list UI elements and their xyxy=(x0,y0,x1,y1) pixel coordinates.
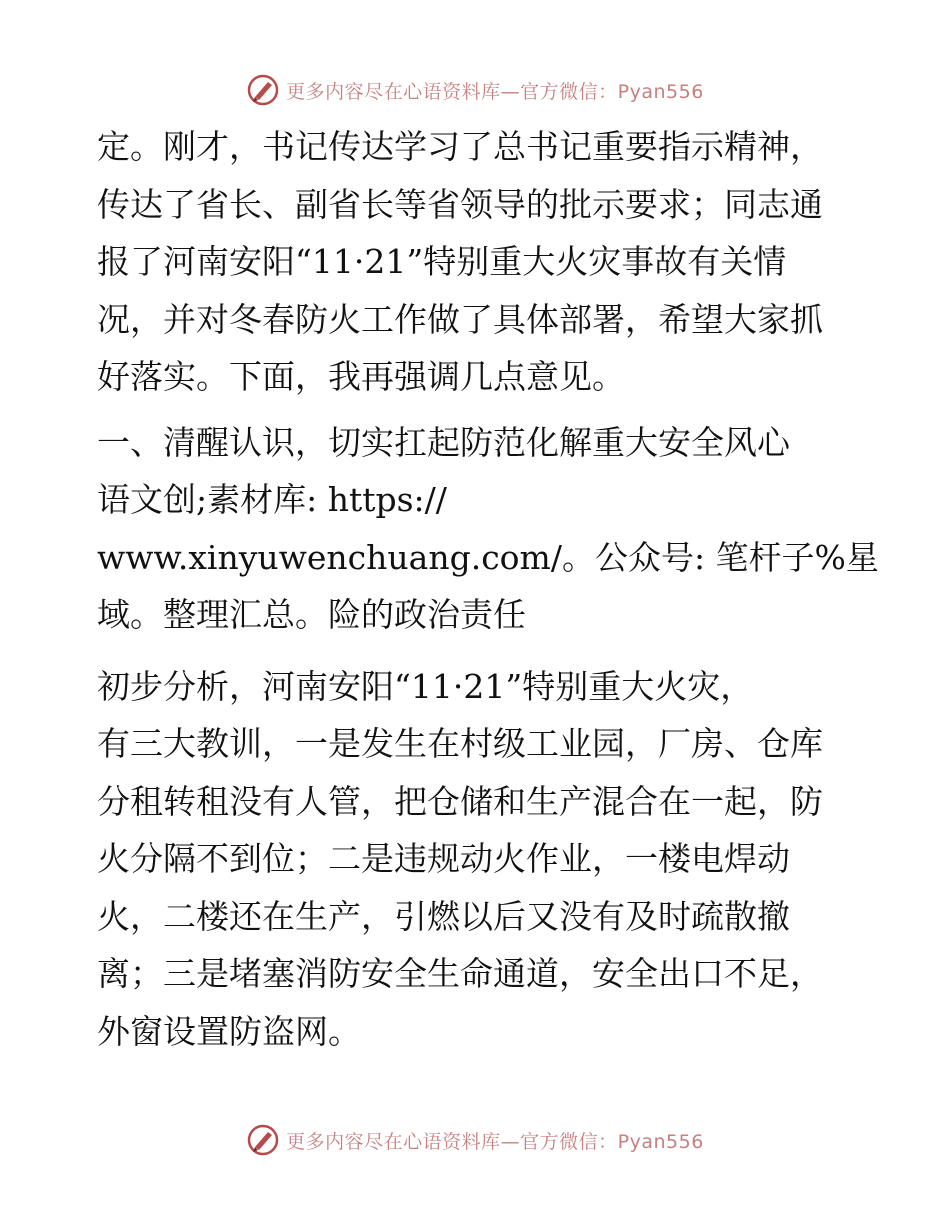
text-line: 有三大教训，一是发生在村级工业园，厂房、仓库 xyxy=(97,724,823,763)
text-line: 传达了省长、副省长等省领导的批示要求；同志通 xyxy=(97,184,823,224)
watermark-text: 更多内容尽在心语资料库—官方微信：Pyan556 xyxy=(286,1130,704,1153)
text-line: 分租转租没有人管，把仓储和生产混合在一起，防 xyxy=(97,781,823,821)
header-watermark xyxy=(0,70,950,110)
paragraph-intro xyxy=(97,118,857,406)
brush-logo-icon xyxy=(246,73,280,107)
text-line: 火分隔不到位；二是违规动火作业，一楼电焊动 xyxy=(97,839,790,878)
text-line: 好落实。下面，我再强调几点意见。 xyxy=(97,357,625,396)
text-line: 火，二楼还在生产，引燃以后又没有及时疏散撤 xyxy=(97,896,790,936)
text-line: 域。整理汇总。险的政治责任 xyxy=(97,595,526,634)
footer-watermark xyxy=(0,1120,950,1160)
text-line: www.xinyuwenchuang.com/。公众号: 笔杆子%星 xyxy=(97,537,879,577)
paragraph-analysis xyxy=(97,658,857,1061)
text-line: 况，并对冬春防火工作做了具体部署，希望大家抓 xyxy=(97,299,823,339)
text-line: 初步分析，河南安阳“11·21”特别重大火灾， xyxy=(97,666,754,706)
text-line: 一、清醒认识，切实扛起防范化解重大安全风心 xyxy=(97,422,790,462)
text-line: 离；三是堵塞消防安全生命通道，安全出口不足， xyxy=(97,954,823,993)
brush-logo-icon xyxy=(246,1123,280,1157)
document-body xyxy=(97,118,879,1060)
text-line: 定。刚才，书记传达学习了总书记重要指示精神， xyxy=(97,127,823,166)
text-line: 语文创;素材库: https:// xyxy=(97,480,447,519)
text-line: 外窗设置防盗网。 xyxy=(97,1011,361,1051)
watermark-text: 更多内容尽在心语资料库—官方微信：Pyan556 xyxy=(286,80,704,103)
text-line: 报了河南安阳“11·21”特别重大火灾事故有关情 xyxy=(97,242,787,281)
paragraph-section-heading xyxy=(97,414,879,644)
